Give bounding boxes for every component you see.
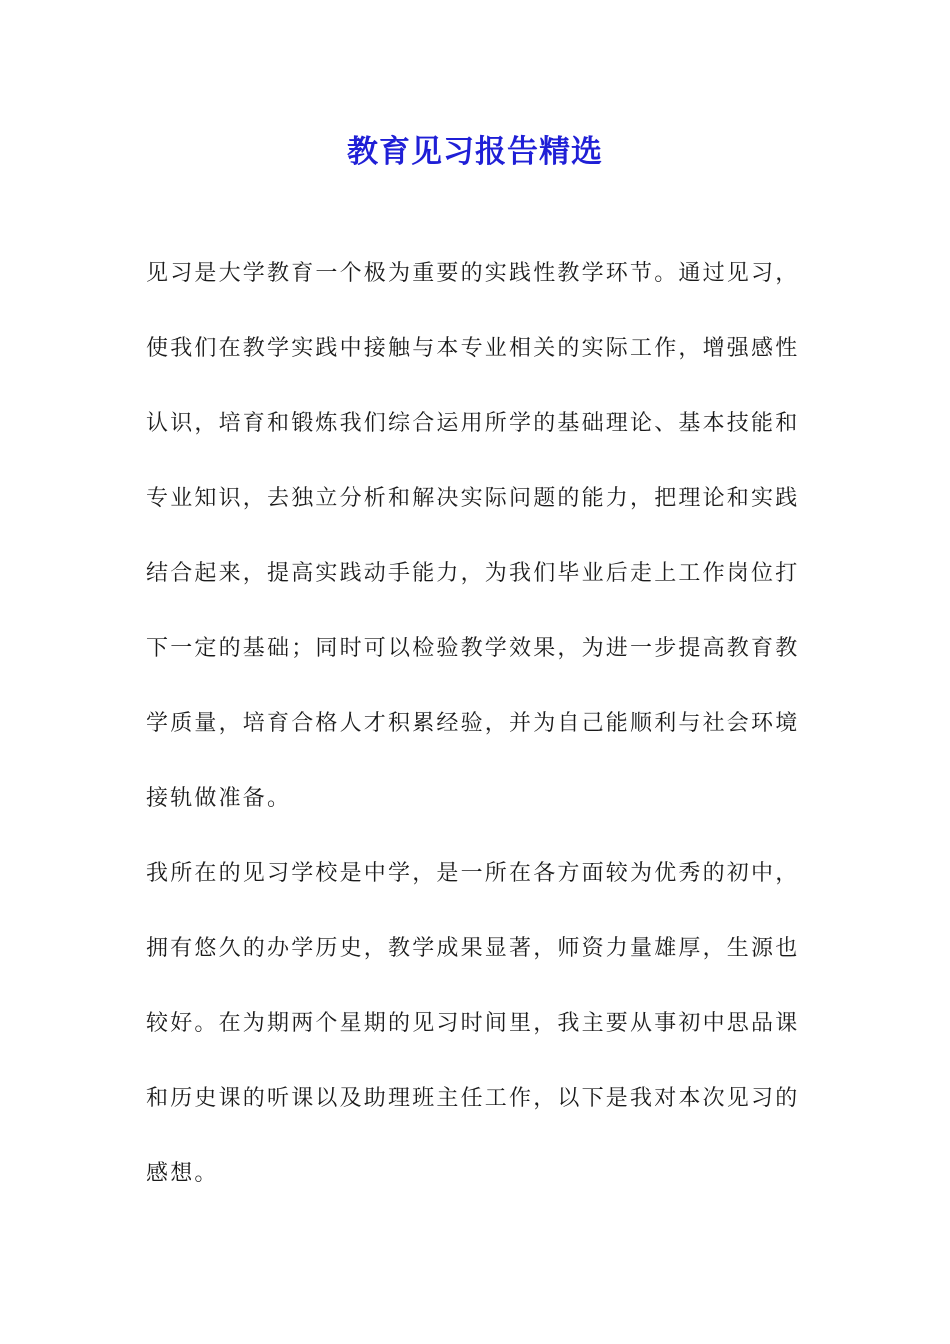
paragraph-1-line-6: 下一定的基础；同时可以检验教学效果，为进一步提高教育教 [146,636,800,661]
paragraph-2-line-2: 拥有悠久的办学历史，教学成果显著，师资力量雄厚，生源也 [146,936,800,961]
paragraph-1-line-7: 学质量，培育合格人才积累经验，并为自己能顺利与社会环境 [146,711,800,736]
paragraph-1-line-1: 见习是大学教育一个极为重要的实践性教学环节。通过见习， [146,261,800,286]
paragraph-1-line-4: 专业知识，去独立分析和解决实际问题的能力，把理论和实践 [146,486,800,511]
paragraph-1-line-2: 使我们在教学实践中接触与本专业相关的实际工作，增强感性 [146,336,800,361]
paragraph-2-line-3: 较好。在为期两个星期的见习时间里，我主要从事初中思品课 [146,1011,800,1036]
page-title: 教育见习报告精选 [347,134,603,170]
paragraph-1-line-3: 认识，培育和锻炼我们综合运用所学的基础理论、基本技能和 [146,411,800,436]
paragraph-1-line-8: 接轨做准备。 [146,786,292,811]
paragraph-1-line-5: 结合起来，提高实践动手能力，为我们毕业后走上工作岗位打 [146,561,800,586]
paragraph-2-line-4: 和历史课的听课以及助理班主任工作，以下是我对本次见习的 [146,1086,800,1111]
paragraph-2-line-1: 我所在的见习学校是中学，是一所在各方面较为优秀的初中， [146,861,800,886]
paragraph-2-line-5: 感想。 [146,1161,219,1186]
